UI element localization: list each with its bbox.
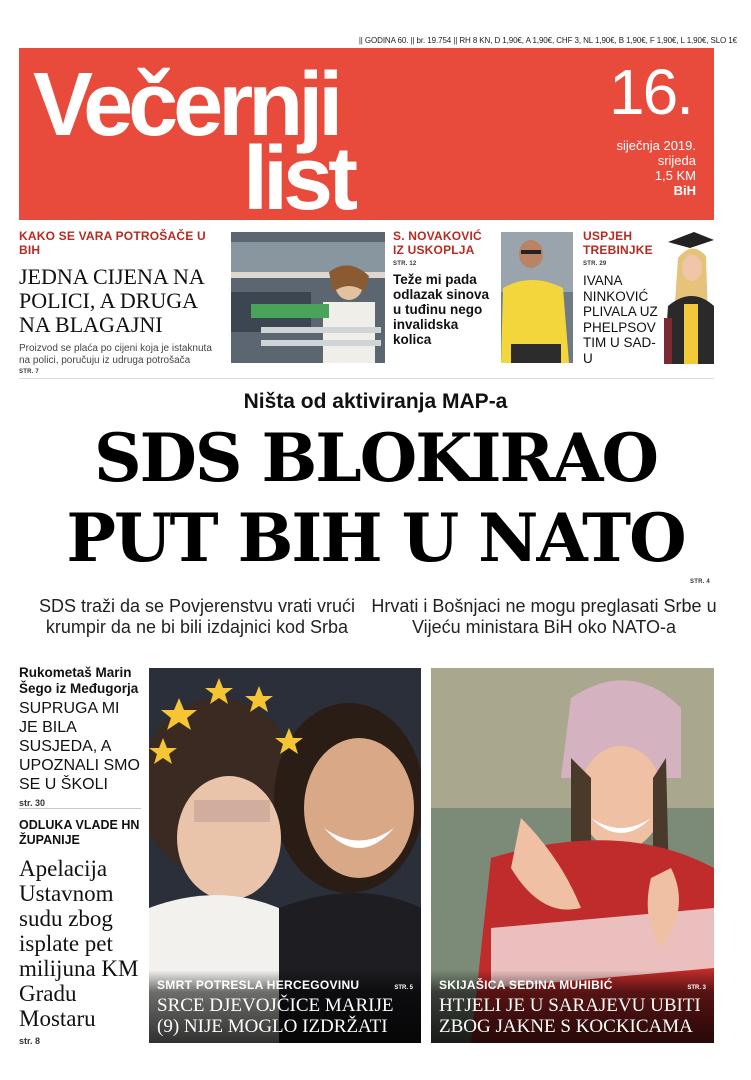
supermarket-photo-art — [231, 232, 385, 363]
story-kicker: Rukometaš Marin Šego iz Međugorja — [19, 665, 139, 696]
lead-kicker: Ništa od aktiviranja MAP-a — [243, 390, 508, 413]
caption-page: STR. 5 — [394, 985, 413, 991]
caption-kicker: SKIJAŠICA SEDINA MUHIBIĆ — [439, 978, 613, 992]
teaser-headline: JEDNA CIJENA NA POLICI, A DRUGA NA BLAGAJNI — [19, 264, 204, 337]
teaser-page: STR. 7 — [19, 369, 39, 375]
lead-sub-left: SDS traži da se Povjerenstvu vrati vrući krumpir da ne bi bili izdajnici kod Srba — [38, 596, 356, 637]
novakovic-photo-art — [501, 232, 573, 363]
date-meta — [617, 138, 697, 198]
teaser-kicker: KAKO SE VARA POTROŠAČE U BIH — [19, 229, 206, 257]
teaser-kicker: S. NOVAKOVIĆ IZ USKOPLJA — [393, 229, 482, 257]
story-headline: Apelacija Ustavnom sudu zbog isplate pet milijuna KM Gradu Mostaru — [19, 856, 139, 1031]
teaser-kicker: USPJEH TREBINJKE — [583, 229, 653, 257]
story-page: str. 8 — [19, 1036, 41, 1046]
edition: BiH — [673, 183, 696, 198]
teaser-body: Proizvod se plaća po cijeni koja je istaknuta na polici, poručuju iz udruga potrošača — [19, 343, 212, 366]
teaser-headline: Teže mi pada odlazak sinova u tuđinu nego invalidska kolica — [393, 272, 490, 347]
masthead[interactable] — [19, 48, 714, 229]
photo-caption — [149, 970, 421, 1043]
date-day: 16. — [609, 56, 692, 128]
teaser-page: STR. 12 — [393, 261, 417, 267]
teaser-headline: IVANA NINKOVIĆ PLIVALA UZ PHELPSOV TIM U SAD-U — [583, 273, 658, 366]
photo-caption — [431, 970, 714, 1043]
caption-page: STR. 3 — [687, 985, 706, 991]
teaser-consumers[interactable] — [19, 229, 225, 375]
lead-headline-2[interactable]: PUT BIH U NATO — [66, 499, 685, 577]
date-text: siječnja 2019. — [616, 138, 696, 153]
story-kicker: ODLUKA VLADE HN ŽUPANIJE — [19, 818, 140, 847]
caption-headline: HTJELI JE U SARAJEVU UBITI ZBOG JAKNE S KOCKICAMA — [439, 995, 701, 1037]
price: 1,5 KM — [654, 168, 696, 183]
weekday: srijeda — [657, 153, 696, 168]
caption-kicker: SMRT POTRESLA HERCEGOVINU — [157, 978, 360, 992]
story-sego[interactable] — [19, 665, 141, 808]
teaser-page: STR. 29 — [583, 261, 607, 267]
ninkovic-photo-art — [664, 226, 714, 364]
caption-headline: SRCE DJEVOJČICE MARIJE (9) NIJE MOGLO IZDRŽATI — [157, 995, 394, 1037]
lead-sub-right: Hrvati i Bošnjaci ne mogu preglasati Srbe u Vijeću ministara BiH oko NATO-a — [371, 596, 717, 637]
supermarket-photo — [231, 232, 385, 363]
lead-headline-1[interactable]: SDS BLOKIRAO — [93, 419, 657, 497]
lead-page: STR. 4 — [690, 579, 710, 585]
teaser-novakovic[interactable] — [393, 229, 493, 347]
teaser-ninkovic[interactable] — [583, 229, 665, 366]
story-apelacija[interactable] — [19, 818, 141, 1046]
divider — [19, 808, 141, 809]
ninkovic-photo — [664, 226, 714, 364]
logo-line-1: Večernji — [33, 55, 339, 155]
story-page: str. 30 — [19, 798, 46, 808]
photo-story-sedina[interactable] — [431, 668, 714, 1043]
story-headline: SUPRUGA MI JE BILA SUSJEDA, A UPOZNALI SMO SE U ŠKOLI — [19, 700, 140, 793]
divider — [19, 378, 714, 379]
novakovic-photo — [501, 232, 573, 363]
logo-line-2: list — [243, 129, 354, 229]
issue-meta-line: || GODINA 60. || br. 19.754 || RH 8 KN, D 1,90€, A 1,90€, CHF 3, NL 1,90€, B 1,90€, F 1,90€, L 1,90€, SLO 1€ — [358, 36, 737, 45]
photo-story-marija[interactable] — [149, 668, 421, 1043]
